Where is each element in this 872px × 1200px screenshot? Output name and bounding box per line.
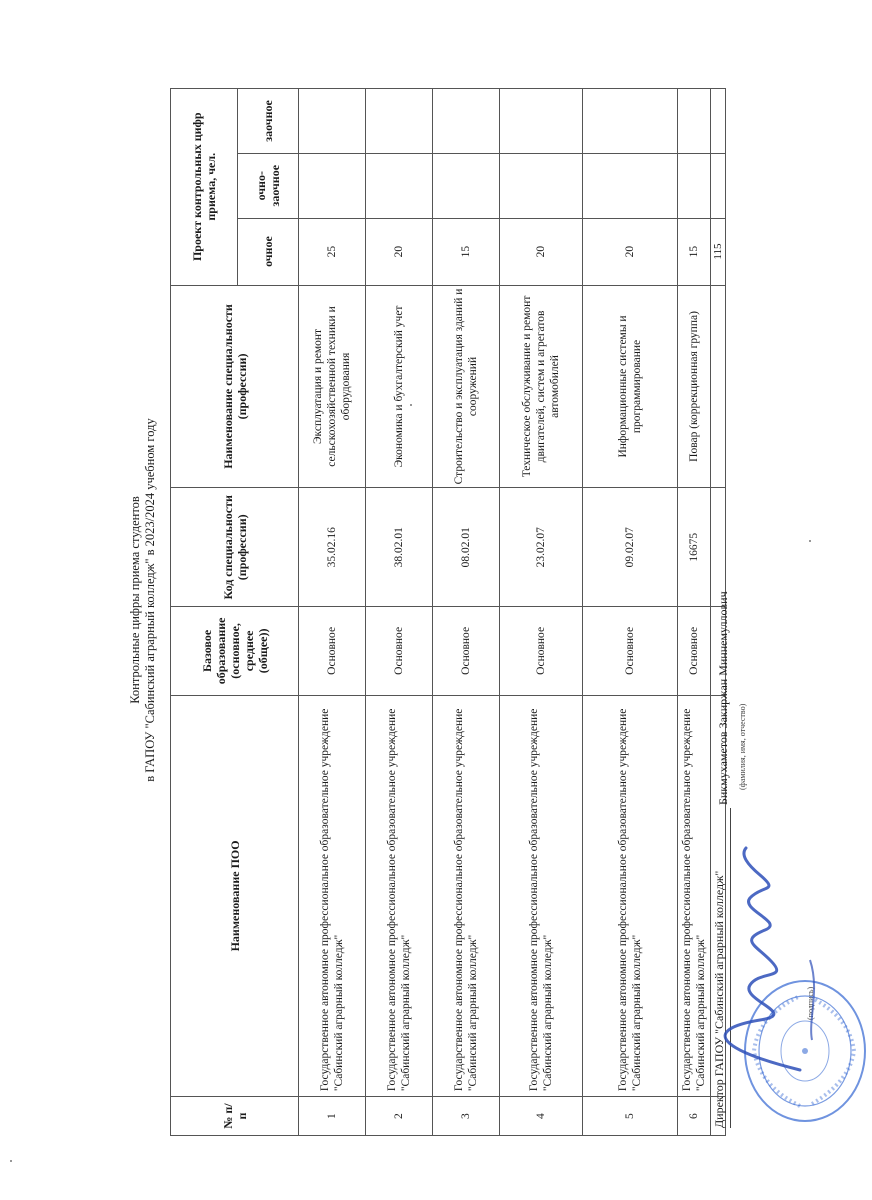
header-code: Код специальности (профессии) [171, 488, 299, 607]
cell-org: Государственное автономное профессиональное образовательное учреждение "Сабинский аграрный колледж" [678, 695, 711, 1097]
cell-spec: Информационные системы и программирование [583, 285, 678, 488]
scan-speck [410, 404, 412, 406]
handwritten-signature-icon [680, 840, 840, 1080]
cell-extra [678, 89, 711, 154]
cell-num: 4 [500, 1097, 583, 1136]
cell-part [366, 153, 433, 218]
total-empty-6 [711, 153, 726, 218]
cell-spec: Техническое обслуживание и ремонт двигателей, систем и агрегатов автомобилей [500, 285, 583, 488]
cell-full: 15 [433, 218, 500, 285]
cell-extra [433, 89, 500, 154]
cell-org: Государственное автономное профессиональное образовательное учреждение "Сабинский аграрный колледж" [299, 695, 366, 1097]
director-title: Директор ГАПОУ "Сабинский аграрный колледж" [712, 870, 726, 1128]
cell-base: Основное [366, 607, 433, 696]
total-empty-4 [711, 488, 726, 607]
total-empty-7 [711, 89, 726, 154]
table-row [500, 89, 583, 1136]
header-num: № п/п [171, 1097, 299, 1136]
cell-part [500, 153, 583, 218]
header-org: Наименование ПОО [171, 695, 299, 1097]
total-full: 115 [711, 218, 726, 285]
cell-extra [366, 89, 433, 154]
cell-base: Основное [583, 607, 678, 696]
cell-num: 6 [678, 1097, 711, 1136]
header-full-time: очное [238, 218, 299, 285]
cell-code: 08.02.01 [433, 488, 500, 607]
sign-caption: (подпись) [806, 986, 815, 1020]
cell-part [299, 153, 366, 218]
cell-base: Основное [299, 607, 366, 696]
cell-extra [500, 89, 583, 154]
header-part-time: очно-заочное [238, 153, 299, 218]
cell-full: 25 [299, 218, 366, 285]
title-line-1: Контрольные цифры приема студентов [128, 496, 142, 704]
cell-num: 5 [583, 1097, 678, 1136]
table-header-row [171, 89, 238, 1136]
cell-base: Основное [678, 607, 711, 696]
director-name: Бикмухаметов Закиржан Миннемуллович [716, 591, 730, 805]
admission-table [170, 88, 726, 1136]
cell-code: 38.02.01 [366, 488, 433, 607]
cell-code: 16675 [678, 488, 711, 607]
table-row [583, 89, 678, 1136]
cell-spec: Эксплуатация и ремонт сельскохозяйственной техники и оборудования [299, 285, 366, 488]
table-row [366, 89, 433, 1136]
table-row [299, 89, 366, 1136]
cell-code: 09.02.07 [583, 488, 678, 607]
cell-full: 15 [678, 218, 711, 285]
cell-org: Государственное автономное профессиональное образовательное учреждение "Сабинский аграрный колледж" [583, 695, 678, 1097]
header-spec-name: Наименование специальности (профессии) [171, 285, 299, 488]
cell-num: 3 [433, 1097, 500, 1136]
scan-speck [809, 540, 811, 542]
cell-extra [299, 89, 366, 154]
cell-spec: Экономика и бухгалтерский учет [366, 285, 433, 488]
scan-speck [10, 1160, 12, 1162]
cell-spec: Повар (коррекционная группа) [678, 285, 711, 488]
total-empty-5 [711, 285, 726, 488]
document-title [128, 0, 158, 1200]
cell-part [678, 153, 711, 218]
header-base-edu: Базовое образование (основное, среднее (общее)) [171, 607, 299, 696]
cell-part [583, 153, 678, 218]
cell-num: 2 [366, 1097, 433, 1136]
title-line-2: в ГАПОУ "Сабинский аграрный колледж" в 2023/2024 учебном году [143, 418, 157, 782]
cell-code: 35.02.16 [299, 488, 366, 607]
cell-code: 23.02.07 [500, 488, 583, 607]
header-plan: Проект контрольных цифр приема, чел. [171, 89, 238, 286]
cell-base: Основное [433, 607, 500, 696]
cell-full: 20 [500, 218, 583, 285]
cell-org: Государственное автономное профессиональное образовательное учреждение "Сабинский аграрный колледж" [366, 695, 433, 1097]
cell-org: Государственное автономное профессиональное образовательное учреждение "Сабинский аграрный колледж" [500, 695, 583, 1097]
cell-spec: Строительство и эксплуатация зданий и сооружений [433, 285, 500, 488]
cell-full: 20 [583, 218, 678, 285]
name-caption: (фамилия, имя, отчество) [738, 703, 747, 790]
cell-num: 1 [299, 1097, 366, 1136]
cell-extra [583, 89, 678, 154]
cell-full: 20 [366, 218, 433, 285]
header-extramural: заочное [238, 89, 299, 154]
table-row [433, 89, 500, 1136]
cell-org: Государственное автономное профессиональное образовательное учреждение "Сабинский аграрный колледж" [433, 695, 500, 1097]
cell-base: Основное [500, 607, 583, 696]
cell-part [433, 153, 500, 218]
